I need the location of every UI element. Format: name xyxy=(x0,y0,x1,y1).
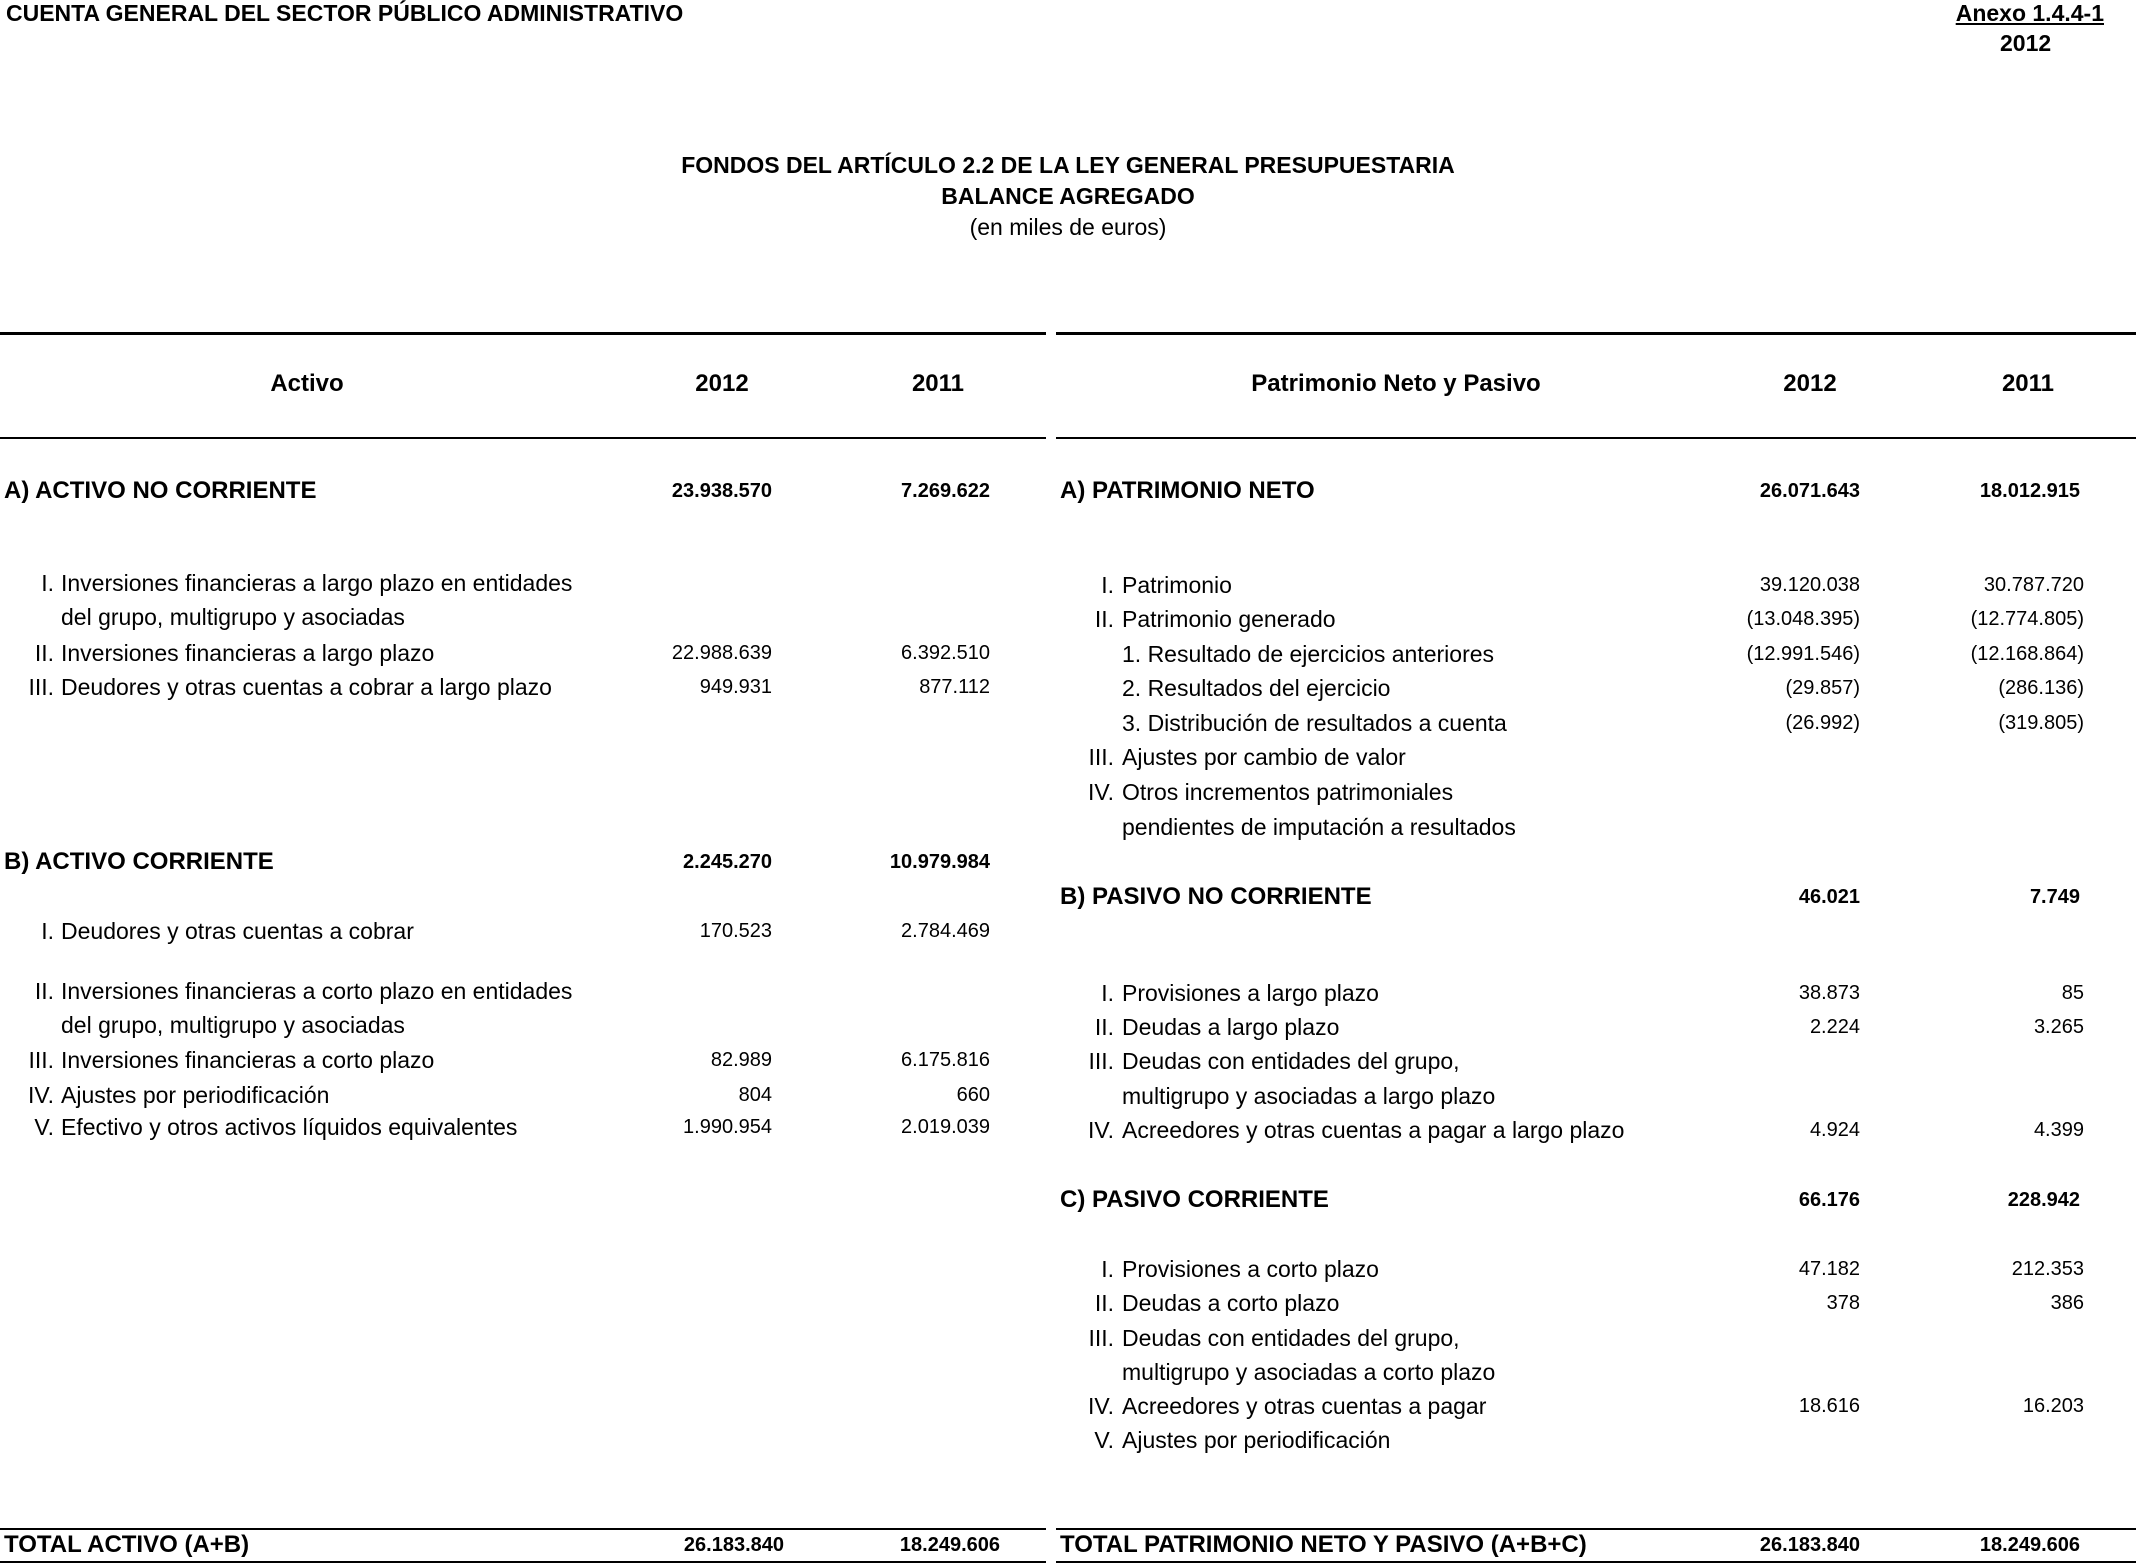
line-item-row xyxy=(0,636,1046,670)
item-numeral: I. xyxy=(41,918,54,944)
document-header: CUENTA GENERAL DEL SECTOR PÚBLICO ADMINISTRATIVO xyxy=(6,0,684,26)
item-label: Deudas con entidades del grupo, xyxy=(1122,1325,1460,1351)
section-label: A) PATRIMONIO NETO xyxy=(1060,477,1315,504)
item-label: multigrupo y asociadas a corto plazo xyxy=(1122,1359,1496,1385)
item-label: Inversiones financieras a largo plazo xyxy=(61,640,435,666)
value-2011: 228.942 xyxy=(2007,1189,2080,1211)
line-item-row xyxy=(1056,1389,2136,1423)
section-label: C) PASIVO CORRIENTE xyxy=(1060,1186,1329,1213)
value-2011: (12.774.805) xyxy=(1970,608,2084,630)
item-numeral: IV. xyxy=(1087,779,1114,805)
total-activo-row xyxy=(0,1528,1046,1562)
line-item-row xyxy=(1056,637,2136,671)
line-item-row xyxy=(1056,568,2136,602)
line-item-row xyxy=(1056,1113,2136,1147)
item-numeral: III. xyxy=(28,674,54,700)
left-column-header-2012: 2012 xyxy=(695,370,749,397)
value-2011: 6.392.510 xyxy=(901,642,990,664)
value-2012: 949.931 xyxy=(699,676,772,698)
report-title: FONDOS DEL ARTÍCULO 2.2 DE LA LEY GENERAL PRESUPUESTARIA xyxy=(681,152,1455,178)
value-2011: 30.787.720 xyxy=(1983,574,2084,596)
section-label: A) ACTIVO NO CORRIENTE xyxy=(4,477,317,504)
value-2012: 2.245.270 xyxy=(683,851,772,873)
value-2011: 18.012.915 xyxy=(1979,480,2080,502)
item-numeral: I. xyxy=(1101,1256,1114,1282)
line-item-row xyxy=(1056,810,2136,844)
value-2011: 386 xyxy=(2050,1292,2084,1314)
value-2012: 18.616 xyxy=(1798,1395,1860,1417)
item-label: Provisiones a largo plazo xyxy=(1122,980,1379,1006)
item-numeral: IV. xyxy=(27,1082,54,1108)
item-numeral: II. xyxy=(1094,1014,1114,1040)
value-2012: 1.990.954 xyxy=(683,1116,772,1138)
line-item-row xyxy=(1056,1423,2136,1457)
value-2011: 7.269.622 xyxy=(901,480,990,502)
right-header-rule xyxy=(1056,437,2136,439)
item-label: Inversiones financieras a largo plazo en entidades xyxy=(61,570,573,596)
line-item-row xyxy=(0,670,1046,704)
value-2012: 22.988.639 xyxy=(671,642,772,664)
section-row xyxy=(0,474,1046,508)
left-top-rule xyxy=(0,332,1046,335)
item-label: Patrimonio xyxy=(1122,572,1232,598)
value-2012: 46.021 xyxy=(1798,886,1860,908)
item-label: Efectivo y otros activos líquidos equivalentes xyxy=(61,1114,518,1140)
value-2011: 877.112 xyxy=(919,676,990,698)
total-patrimonio-pasivo-label: TOTAL PATRIMONIO NETO Y PASIVO (A+B+C) xyxy=(1060,1531,1587,1558)
item-numeral: V. xyxy=(34,1114,54,1140)
right-column-header-2011: 2011 xyxy=(2001,370,2055,397)
line-item-row xyxy=(0,1110,1046,1144)
value-2012: (26.992) xyxy=(1785,712,1860,734)
line-item-row xyxy=(1056,1355,2136,1389)
item-numeral: III. xyxy=(1088,1325,1114,1351)
line-item-row xyxy=(1056,706,2136,740)
line-item-row xyxy=(0,1078,1046,1112)
item-label: Ajustes por periodificación xyxy=(61,1082,330,1108)
line-item-row xyxy=(1056,976,2136,1010)
item-label: Deudas a corto plazo xyxy=(1122,1290,1340,1316)
line-item-row xyxy=(1056,1286,2136,1320)
value-2012: 23.938.570 xyxy=(671,480,772,502)
annex-label: Anexo 1.4.4-1 xyxy=(1955,0,2104,26)
value-2011: 660 xyxy=(956,1084,990,1106)
report-units: (en miles de euros) xyxy=(969,214,1167,240)
value-2011: 2.019.039 xyxy=(901,1116,990,1138)
item-label: Inversiones financieras a corto plazo xyxy=(61,1047,435,1073)
item-numeral: II. xyxy=(1094,1290,1114,1316)
value-2012: 26.071.643 xyxy=(1759,480,1860,502)
value-2011: 212.353 xyxy=(2011,1258,2084,1280)
section-label: B) ACTIVO CORRIENTE xyxy=(4,848,274,875)
line-item-row xyxy=(0,914,1046,948)
value-2011: 2.784.469 xyxy=(901,920,990,942)
line-item-row xyxy=(1056,1252,2136,1286)
value-2011: (319.805) xyxy=(1998,712,2084,734)
item-label: pendientes de imputación a resultados xyxy=(1122,814,1516,840)
line-item-row xyxy=(1056,1010,2136,1044)
total-activo-label: TOTAL ACTIVO (A+B) xyxy=(4,1531,250,1558)
value-2012: (29.857) xyxy=(1785,677,1860,699)
item-numeral: III. xyxy=(1088,1048,1114,1074)
line-item-row xyxy=(0,566,1046,600)
left-column-header-2011: 2011 xyxy=(911,370,965,397)
item-label: Deudas con entidades del grupo, xyxy=(1122,1048,1460,1074)
item-label: Acreedores y otras cuentas a pagar a largo plazo xyxy=(1122,1117,1625,1143)
value-2012: 47.182 xyxy=(1798,1258,1860,1280)
value-2012: 170.523 xyxy=(699,920,772,942)
left-column-header-label: Activo xyxy=(270,370,344,397)
item-label: Provisiones a corto plazo xyxy=(1122,1256,1379,1282)
item-label: Deudores y otras cuentas a cobrar a largo plazo xyxy=(61,674,552,700)
line-item-row xyxy=(1056,740,2136,774)
item-label: 3. Distribución de resultados a cuenta xyxy=(1122,710,1507,736)
value-2012: 378 xyxy=(1826,1292,1860,1314)
value-2011: 16.203 xyxy=(2022,1395,2084,1417)
right-top-rule xyxy=(1056,332,2136,335)
line-item-row xyxy=(1056,671,2136,705)
item-label: Ajustes por cambio de valor xyxy=(1122,744,1406,770)
section-label: B) PASIVO NO CORRIENTE xyxy=(1060,883,1372,910)
item-numeral: III. xyxy=(28,1047,54,1073)
item-label: Ajustes por periodificación xyxy=(1122,1427,1391,1453)
right-column-header-label: Patrimonio Neto y Pasivo xyxy=(1251,370,1541,397)
item-numeral: II. xyxy=(34,978,54,1004)
item-label: 1. Resultado de ejercicios anteriores xyxy=(1122,641,1495,667)
item-label: multigrupo y asociadas a largo plazo xyxy=(1122,1083,1496,1109)
value-2012: (12.991.546) xyxy=(1746,643,1860,665)
item-label: Acreedores y otras cuentas a pagar xyxy=(1122,1393,1487,1419)
item-label: del grupo, multigrupo y asociadas xyxy=(61,1012,405,1038)
line-item-row xyxy=(0,1043,1046,1077)
value-2011: (286.136) xyxy=(1998,677,2084,699)
item-numeral: IV. xyxy=(1087,1117,1114,1143)
item-numeral: IV. xyxy=(1087,1393,1114,1419)
item-label: Inversiones financieras a corto plazo en entidades xyxy=(61,978,573,1004)
value-2011: 6.175.816 xyxy=(901,1049,990,1071)
item-label: Deudas a largo plazo xyxy=(1122,1014,1340,1040)
section-row xyxy=(1056,1183,2136,1217)
right-column-header-2012: 2012 xyxy=(1783,370,1837,397)
section-row xyxy=(1056,880,2136,914)
item-numeral: III. xyxy=(1088,744,1114,770)
report-subtitle: BALANCE AGREGADO xyxy=(941,183,1195,209)
total-activo-2011: 18.249.606 xyxy=(899,1534,1000,1556)
total-patrimonio-pasivo-row xyxy=(1056,1528,2136,1562)
line-item-row xyxy=(0,600,1046,634)
item-numeral: II. xyxy=(1094,606,1114,632)
value-2012: 66.176 xyxy=(1798,1189,1860,1211)
value-2011: 10.979.984 xyxy=(889,851,990,873)
item-label: Patrimonio generado xyxy=(1122,606,1336,632)
annex-year: 2012 xyxy=(2000,30,2052,56)
value-2012: 2.224 xyxy=(1809,1016,1860,1038)
item-numeral: I. xyxy=(41,570,54,596)
line-item-row xyxy=(0,1008,1046,1042)
value-2011: 4.399 xyxy=(2033,1119,2084,1141)
value-2012: 39.120.038 xyxy=(1759,574,1860,596)
value-2011: 7.749 xyxy=(2029,886,2080,908)
item-numeral: I. xyxy=(1101,980,1114,1006)
value-2012: 38.873 xyxy=(1798,982,1860,1004)
line-item-row xyxy=(1056,1321,2136,1355)
value-2011: 85 xyxy=(2061,982,2084,1004)
item-numeral: V. xyxy=(1094,1427,1114,1453)
left-header-rule xyxy=(0,437,1046,439)
item-label: Deudores y otras cuentas a cobrar xyxy=(61,918,414,944)
item-numeral: II. xyxy=(34,640,54,666)
line-item-row xyxy=(1056,602,2136,636)
value-2012: 804 xyxy=(738,1084,772,1106)
line-item-row xyxy=(0,974,1046,1008)
total-patrimonio-pasivo-2012: 26.183.840 xyxy=(1759,1534,1860,1556)
line-item-row xyxy=(1056,1079,2136,1113)
line-item-row xyxy=(1056,1044,2136,1078)
value-2012: 4.924 xyxy=(1809,1119,1860,1141)
item-label: Otros incrementos patrimoniales xyxy=(1122,779,1454,805)
section-row xyxy=(1056,474,2136,508)
item-label: del grupo, multigrupo y asociadas xyxy=(61,604,405,630)
total-patrimonio-pasivo-2011: 18.249.606 xyxy=(1979,1534,2080,1556)
section-row xyxy=(0,845,1046,879)
line-item-row xyxy=(1056,775,2136,809)
value-2012: 82.989 xyxy=(710,1049,772,1071)
value-2011: 3.265 xyxy=(2033,1016,2084,1038)
item-numeral: I. xyxy=(1101,572,1114,598)
value-2011: (12.168.864) xyxy=(1970,643,2084,665)
total-activo-2012: 26.183.840 xyxy=(683,1534,784,1556)
item-label: 2. Resultados del ejercicio xyxy=(1122,675,1391,701)
value-2012: (13.048.395) xyxy=(1746,608,1860,630)
